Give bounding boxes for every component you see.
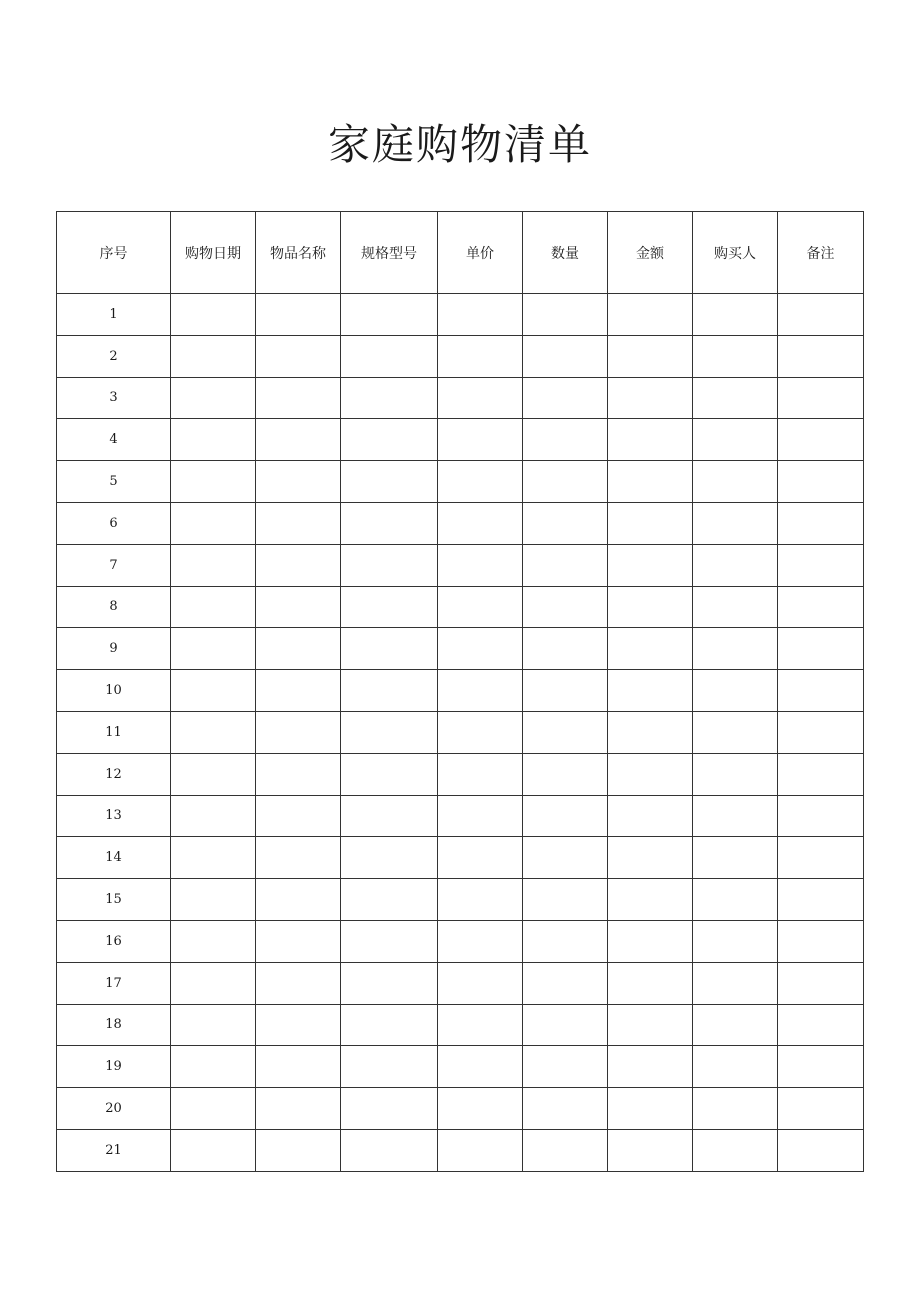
- cell-amount[interactable]: [608, 419, 693, 461]
- row-index-cell: 13: [57, 795, 171, 837]
- table-row: [57, 502, 864, 544]
- cell-amount[interactable]: [608, 544, 693, 586]
- cell-amount[interactable]: [608, 753, 693, 795]
- cell-item-name[interactable]: [256, 1129, 341, 1171]
- row-index-cell: 6: [57, 502, 171, 544]
- cell-specification[interactable]: [341, 502, 438, 544]
- row-index-cell: 17: [57, 962, 171, 1004]
- cell-buyer[interactable]: [693, 1129, 778, 1171]
- cell-specification[interactable]: [341, 1088, 438, 1130]
- cell-quantity[interactable]: [523, 795, 608, 837]
- row-index-cell: 21: [57, 1129, 171, 1171]
- cell-unit-price[interactable]: [438, 920, 523, 962]
- table-body: [57, 294, 864, 1172]
- table-row: [57, 377, 864, 419]
- table-row: [57, 586, 864, 628]
- cell-purchase-date[interactable]: [171, 670, 256, 712]
- cell-quantity[interactable]: [523, 335, 608, 377]
- table-row: [57, 461, 864, 503]
- cell-item-name[interactable]: [256, 294, 341, 336]
- cell-unit-price[interactable]: [438, 586, 523, 628]
- cell-purchase-date[interactable]: [171, 502, 256, 544]
- table-row: [57, 628, 864, 670]
- cell-quantity[interactable]: [523, 879, 608, 921]
- cell-buyer[interactable]: [693, 837, 778, 879]
- table-header-row: [57, 212, 864, 294]
- cell-quantity[interactable]: [523, 419, 608, 461]
- table-row: [57, 1129, 864, 1171]
- cell-specification[interactable]: [341, 544, 438, 586]
- cell-buyer[interactable]: [693, 294, 778, 336]
- cell-item-name[interactable]: [256, 795, 341, 837]
- cell-buyer[interactable]: [693, 628, 778, 670]
- cell-specification[interactable]: [341, 711, 438, 753]
- cell-unit-price[interactable]: [438, 419, 523, 461]
- cell-purchase-date[interactable]: [171, 795, 256, 837]
- cell-amount[interactable]: [608, 294, 693, 336]
- cell-remarks[interactable]: [778, 837, 864, 879]
- cell-quantity[interactable]: [523, 294, 608, 336]
- cell-quantity[interactable]: [523, 962, 608, 1004]
- cell-unit-price[interactable]: [438, 795, 523, 837]
- cell-item-name[interactable]: [256, 377, 341, 419]
- cell-amount[interactable]: [608, 1004, 693, 1046]
- cell-item-name[interactable]: [256, 1088, 341, 1130]
- cell-remarks[interactable]: [778, 879, 864, 921]
- cell-amount[interactable]: [608, 711, 693, 753]
- table-row: [57, 1046, 864, 1088]
- cell-specification[interactable]: [341, 586, 438, 628]
- cell-quantity[interactable]: [523, 1004, 608, 1046]
- cell-amount[interactable]: [608, 1129, 693, 1171]
- cell-purchase-date[interactable]: [171, 962, 256, 1004]
- cell-amount[interactable]: [608, 1046, 693, 1088]
- cell-unit-price[interactable]: [438, 628, 523, 670]
- cell-purchase-date[interactable]: [171, 628, 256, 670]
- cell-item-name[interactable]: [256, 419, 341, 461]
- cell-item-name[interactable]: [256, 335, 341, 377]
- cell-quantity[interactable]: [523, 586, 608, 628]
- row-index-cell: 19: [57, 1046, 171, 1088]
- shopping-list-table: [56, 211, 864, 1172]
- table-row: [57, 335, 864, 377]
- cell-purchase-date[interactable]: [171, 377, 256, 419]
- cell-item-name[interactable]: [256, 1004, 341, 1046]
- cell-quantity[interactable]: [523, 502, 608, 544]
- cell-remarks[interactable]: [778, 335, 864, 377]
- cell-remarks[interactable]: [778, 711, 864, 753]
- cell-amount[interactable]: [608, 962, 693, 1004]
- cell-unit-price[interactable]: [438, 962, 523, 1004]
- column-header-item-name: 物品名称: [256, 212, 341, 294]
- cell-buyer[interactable]: [693, 1046, 778, 1088]
- cell-remarks[interactable]: [778, 419, 864, 461]
- cell-specification[interactable]: [341, 753, 438, 795]
- table-row: [57, 920, 864, 962]
- cell-remarks[interactable]: [778, 753, 864, 795]
- cell-specification[interactable]: [341, 795, 438, 837]
- cell-buyer[interactable]: [693, 544, 778, 586]
- cell-amount[interactable]: [608, 837, 693, 879]
- table-row: [57, 795, 864, 837]
- cell-item-name[interactable]: [256, 502, 341, 544]
- cell-remarks[interactable]: [778, 586, 864, 628]
- cell-item-name[interactable]: [256, 753, 341, 795]
- table-row: [57, 879, 864, 921]
- cell-buyer[interactable]: [693, 586, 778, 628]
- cell-buyer[interactable]: [693, 335, 778, 377]
- row-index-cell: 5: [57, 461, 171, 503]
- cell-unit-price[interactable]: [438, 461, 523, 503]
- row-index-cell: 12: [57, 753, 171, 795]
- cell-remarks[interactable]: [778, 1129, 864, 1171]
- row-index-cell: 10: [57, 670, 171, 712]
- cell-amount[interactable]: [608, 1088, 693, 1130]
- table-row: [57, 294, 864, 336]
- cell-unit-price[interactable]: [438, 1129, 523, 1171]
- cell-purchase-date[interactable]: [171, 294, 256, 336]
- cell-purchase-date[interactable]: [171, 461, 256, 503]
- cell-quantity[interactable]: [523, 837, 608, 879]
- cell-unit-price[interactable]: [438, 544, 523, 586]
- cell-remarks[interactable]: [778, 628, 864, 670]
- cell-buyer[interactable]: [693, 377, 778, 419]
- cell-specification[interactable]: [341, 419, 438, 461]
- cell-remarks[interactable]: [778, 461, 864, 503]
- cell-unit-price[interactable]: [438, 502, 523, 544]
- cell-quantity[interactable]: [523, 544, 608, 586]
- cell-unit-price[interactable]: [438, 1046, 523, 1088]
- cell-remarks[interactable]: [778, 502, 864, 544]
- cell-specification[interactable]: [341, 377, 438, 419]
- cell-remarks[interactable]: [778, 294, 864, 336]
- cell-quantity[interactable]: [523, 670, 608, 712]
- table-row: [57, 670, 864, 712]
- cell-item-name[interactable]: [256, 628, 341, 670]
- cell-buyer[interactable]: [693, 795, 778, 837]
- cell-amount[interactable]: [608, 670, 693, 712]
- column-header-unit-price: 单价: [438, 212, 523, 294]
- cell-unit-price[interactable]: [438, 670, 523, 712]
- cell-item-name[interactable]: [256, 879, 341, 921]
- cell-quantity[interactable]: [523, 377, 608, 419]
- cell-unit-price[interactable]: [438, 711, 523, 753]
- cell-remarks[interactable]: [778, 377, 864, 419]
- row-index-cell: 16: [57, 920, 171, 962]
- cell-specification[interactable]: [341, 962, 438, 1004]
- cell-specification[interactable]: [341, 335, 438, 377]
- cell-buyer[interactable]: [693, 962, 778, 1004]
- cell-buyer[interactable]: [693, 920, 778, 962]
- cell-amount[interactable]: [608, 377, 693, 419]
- row-index-cell: 4: [57, 419, 171, 461]
- row-index-cell: 8: [57, 586, 171, 628]
- cell-specification[interactable]: [341, 1046, 438, 1088]
- cell-item-name[interactable]: [256, 544, 341, 586]
- cell-remarks[interactable]: [778, 1046, 864, 1088]
- cell-item-name[interactable]: [256, 962, 341, 1004]
- cell-specification[interactable]: [341, 837, 438, 879]
- cell-buyer[interactable]: [693, 753, 778, 795]
- row-index-cell: 14: [57, 837, 171, 879]
- table-row: [57, 544, 864, 586]
- cell-purchase-date[interactable]: [171, 920, 256, 962]
- row-index-cell: 18: [57, 1004, 171, 1046]
- cell-amount[interactable]: [608, 335, 693, 377]
- cell-purchase-date[interactable]: [171, 335, 256, 377]
- cell-purchase-date[interactable]: [171, 711, 256, 753]
- cell-unit-price[interactable]: [438, 1004, 523, 1046]
- cell-specification[interactable]: [341, 920, 438, 962]
- cell-quantity[interactable]: [523, 1088, 608, 1130]
- cell-purchase-date[interactable]: [171, 419, 256, 461]
- cell-amount[interactable]: [608, 502, 693, 544]
- table-row: [57, 962, 864, 1004]
- row-index-cell: 9: [57, 628, 171, 670]
- cell-quantity[interactable]: [523, 920, 608, 962]
- cell-amount[interactable]: [608, 461, 693, 503]
- cell-remarks[interactable]: [778, 670, 864, 712]
- cell-specification[interactable]: [341, 1004, 438, 1046]
- cell-buyer[interactable]: [693, 461, 778, 503]
- cell-remarks[interactable]: [778, 962, 864, 1004]
- row-index-cell: 7: [57, 544, 171, 586]
- row-index-cell: 2: [57, 335, 171, 377]
- cell-amount[interactable]: [608, 628, 693, 670]
- column-header-index: 序号: [57, 212, 171, 294]
- cell-buyer[interactable]: [693, 879, 778, 921]
- cell-remarks[interactable]: [778, 795, 864, 837]
- cell-item-name[interactable]: [256, 586, 341, 628]
- cell-specification[interactable]: [341, 628, 438, 670]
- cell-amount[interactable]: [608, 586, 693, 628]
- column-header-quantity: 数量: [523, 212, 608, 294]
- table-row: [57, 1004, 864, 1046]
- cell-buyer[interactable]: [693, 711, 778, 753]
- cell-item-name[interactable]: [256, 837, 341, 879]
- column-header-remarks: 备注: [778, 212, 864, 294]
- row-index-cell: 15: [57, 879, 171, 921]
- cell-quantity[interactable]: [523, 711, 608, 753]
- cell-unit-price[interactable]: [438, 879, 523, 921]
- cell-specification[interactable]: [341, 1129, 438, 1171]
- page-title: 家庭购物清单: [327, 120, 592, 169]
- cell-amount[interactable]: [608, 920, 693, 962]
- cell-remarks[interactable]: [778, 920, 864, 962]
- cell-purchase-date[interactable]: [171, 1046, 256, 1088]
- cell-item-name[interactable]: [256, 1046, 341, 1088]
- cell-purchase-date[interactable]: [171, 544, 256, 586]
- row-index-cell: 11: [57, 711, 171, 753]
- table-row: [57, 1088, 864, 1130]
- cell-purchase-date[interactable]: [171, 1004, 256, 1046]
- cell-purchase-date[interactable]: [171, 586, 256, 628]
- cell-amount[interactable]: [608, 879, 693, 921]
- cell-unit-price[interactable]: [438, 837, 523, 879]
- cell-quantity[interactable]: [523, 1129, 608, 1171]
- cell-remarks[interactable]: [778, 544, 864, 586]
- row-index-cell: 1: [57, 294, 171, 336]
- cell-specification[interactable]: [341, 461, 438, 503]
- column-header-purchase-date: 购物日期: [171, 212, 256, 294]
- cell-unit-price[interactable]: [438, 335, 523, 377]
- row-index-cell: 3: [57, 377, 171, 419]
- cell-unit-price[interactable]: [438, 753, 523, 795]
- cell-remarks[interactable]: [778, 1004, 864, 1046]
- cell-buyer[interactable]: [693, 502, 778, 544]
- row-index-cell: 20: [57, 1088, 171, 1130]
- cell-unit-price[interactable]: [438, 377, 523, 419]
- table-row: [57, 837, 864, 879]
- cell-unit-price[interactable]: [438, 1088, 523, 1130]
- cell-quantity[interactable]: [523, 628, 608, 670]
- table-row: [57, 419, 864, 461]
- cell-buyer[interactable]: [693, 670, 778, 712]
- cell-purchase-date[interactable]: [171, 879, 256, 921]
- cell-buyer[interactable]: [693, 1088, 778, 1130]
- column-header-specification: 规格型号: [341, 212, 438, 294]
- cell-unit-price[interactable]: [438, 294, 523, 336]
- column-header-buyer: 购买人: [693, 212, 778, 294]
- cell-item-name[interactable]: [256, 461, 341, 503]
- cell-quantity[interactable]: [523, 1046, 608, 1088]
- cell-item-name[interactable]: [256, 711, 341, 753]
- table-row: [57, 711, 864, 753]
- cell-purchase-date[interactable]: [171, 837, 256, 879]
- cell-remarks[interactable]: [778, 1088, 864, 1130]
- cell-purchase-date[interactable]: [171, 1088, 256, 1130]
- cell-item-name[interactable]: [256, 670, 341, 712]
- column-header-amount: 金额: [608, 212, 693, 294]
- cell-buyer[interactable]: [693, 1004, 778, 1046]
- cell-purchase-date[interactable]: [171, 1129, 256, 1171]
- cell-quantity[interactable]: [523, 753, 608, 795]
- cell-item-name[interactable]: [256, 920, 341, 962]
- cell-specification[interactable]: [341, 879, 438, 921]
- cell-buyer[interactable]: [693, 419, 778, 461]
- table-row: [57, 753, 864, 795]
- cell-purchase-date[interactable]: [171, 753, 256, 795]
- cell-quantity[interactable]: [523, 461, 608, 503]
- cell-specification[interactable]: [341, 670, 438, 712]
- cell-specification[interactable]: [341, 294, 438, 336]
- cell-amount[interactable]: [608, 795, 693, 837]
